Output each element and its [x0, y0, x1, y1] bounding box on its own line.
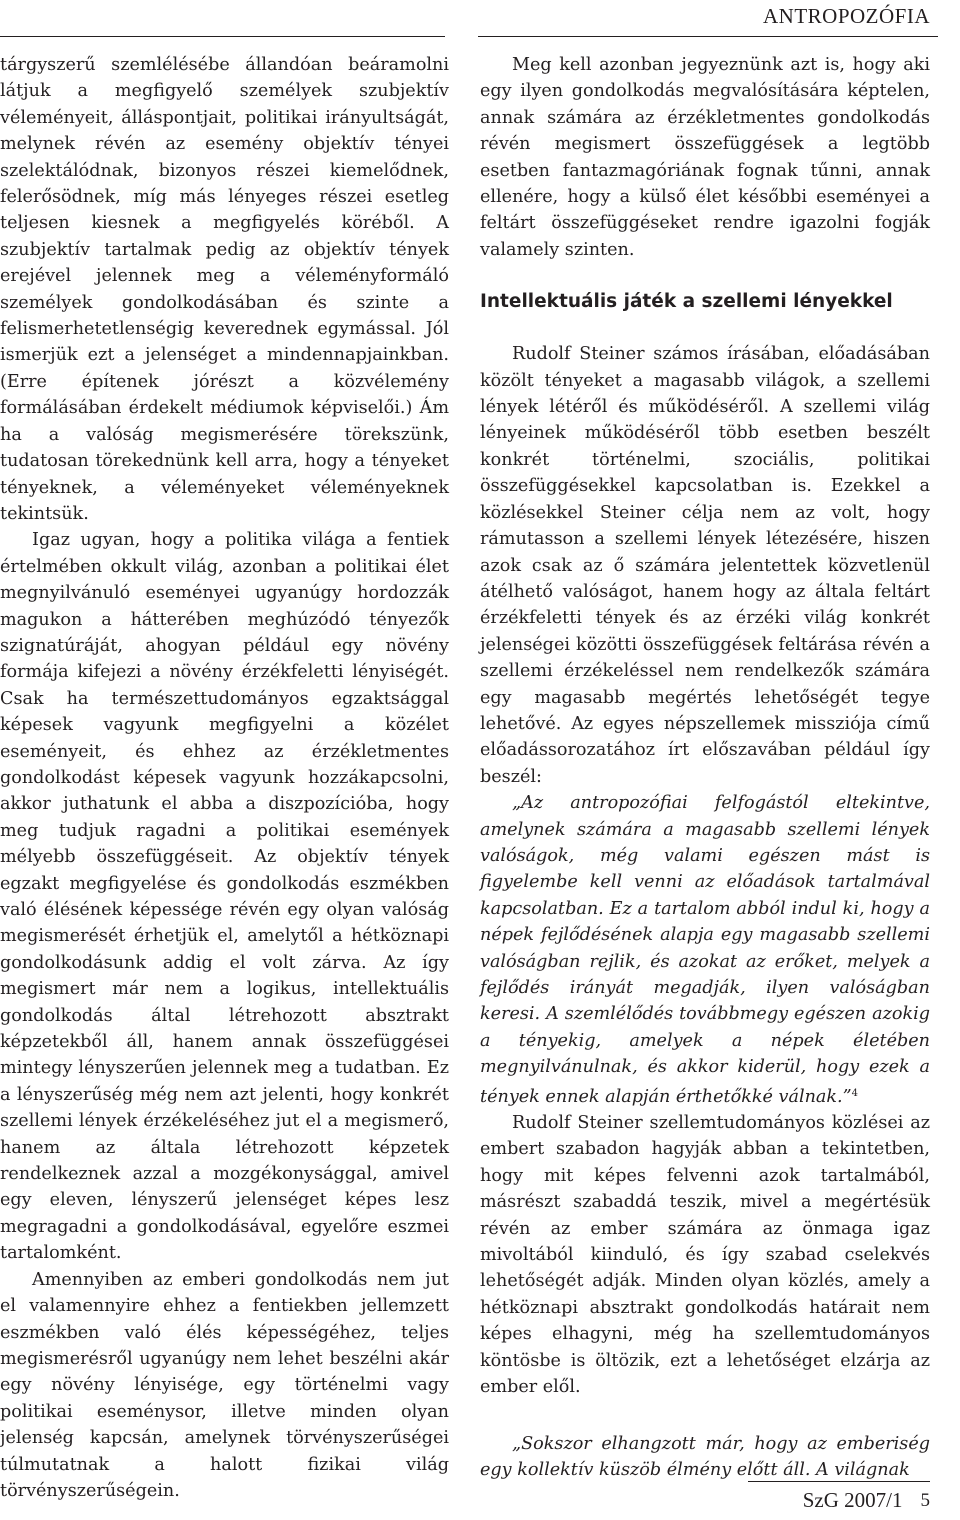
quote-steiner: [480, 790, 930, 1110]
footer-rule: [748, 1481, 930, 1482]
left-paragraph-1: tárgyszerű szemlélésébe állandóan beáramolni látjuk a megfigyelő személyek szubjektív véleményeit, álláspontjait, politikai irányultságát, melynek révén az esemény objektív tényei szelektálódnak, bizonyos részei kiemelődnek, felerősödnek, míg más lényeges részei esetleg teljesen kiesnek a megfigyelés köréből. A szubjektív tartalmak pedig az objektív tények erejével jelennek meg a véleményformáló személyek gondolkodásában és szinte a felismerhetetlenségig keverednek egymással. Jól ismerjük ezt a jelenséget a mindennapjainkban. (Erre építenek jórészt a közvélemény formálásában érdekelt médiumok képviselői.) Ám ha a valóság megismerésére törekszünk, tudatosan törekednünk kell arra, hogy a tényeket tényeknek, a véleményeket véleményeknek tekintsük.: [0, 55, 449, 524]
section-header: ANTROPOZÓFIA: [762, 4, 930, 28]
spacer: [480, 1401, 930, 1431]
left-paragraph-2: Igaz ugyan, hogy a politika világa a fentiek értelmében okkult világ, azonban a politikai élet megnyilvánuló eseményei ugyanúgy hordozzák magukon a hátterében meghúzódó tényezők szignatúráját, ahogyan például egy növény formája kifejezi a növény érzékfeletti lényiségét. Csak ha természettudományos egzaktsággal képesek vagyunk megfigyelni a közélet eseményeit, és ehhez az érzékletmentes gondolkodást képesek vagyunk hozzákapcsolni, akkor juthatunk el abba a diszpozícióba, hogy meg tudjuk ragadni a politikai események mélyebb összefüggéseit. Az objektív tények egzakt megfigyelése és gondolkodás eszmékben való élésének képessége révén egy olyan valóság megismerését érhetjük el, amelytől a hétköznapi gondolkodásunk addig el volt zárva. Az így megismert már nem a logikus, intellektuális gondolkodás által létrehozott absztrakt képzetekből áll, hanem annak összefüggései mintegy lényszerűen jelennek meg a tudatban. Ez a lényszerűség még nem azt jelenti, hogy konkrét szellemi lények érzékeléséhez jut el a megismerő, hanem az általa létrehozott képzetek rendelkeznek azzal a mozgékonysággal, amivel egy eleven, lényszerű jelenséget képes lesz megragadni a gondolkodásával, egyelőre eszmei tartalomként.: [0, 530, 449, 1264]
right-paragraph-3: Rudolf Steiner szellemtudományos közlései az embert szabadon hagyják abban a tekintetben, hogy mit képes felvenni azok tartalmából, másrészt szabaddá teszik, mivel a megértésük révén az ember számára az önmaga igaz mivoltából kiinduló, és így szabad cselekvés lehetőségét adják. Minden olyan közlés, amely a hétköznapi absztrakt gondolkodás határait nem képes elhagyni, még ha szellemtudományos köntösbe is öltözik, ezt a lehetőséget elzárja az ember elől.: [480, 1113, 930, 1398]
header-rule-right: [478, 36, 938, 37]
spacer: [480, 315, 930, 341]
left-column: [0, 52, 449, 1504]
right-paragraph-1: Meg kell azonban jegyeznünk azt is, hogy aki egy ilyen gondolkodás megvalósítására képtelen, annak számára az érzékletmentes gondolkodás révén megismert összefüggések a legtöbb esetben fantazmagóriának fognak tűnni, annak ellenére, hogy a külső élet későbbi eseményei a feltárt összefüggéseket rendre igazolni fogják valamely szinten.: [480, 55, 930, 260]
right-paragraph-2: Rudolf Steiner számos írásában, előadásában közölt tényeket a magasabb világok, a szellemi lények létéről és működéséről. A szellemi világ lényeinek működéséről több esetben beszélt konkrét történelmi, szociális, politikai összefüggésekkel kapcsolatban is. Ezekkel a közlésekkel Steiner célja nem az volt, hogy rámutasson a szellemi lények létezésére, hiszen azok csak az ő számára jelentettek közvetlenül átélhető valóságot, hanem hogy az általa feltárt érzékfeletti tények és az érzéki világ konkrét jelenségei közötti összefüggések feltárása révén a szellemi érzékeléssel nem rendelkezők számára egy magasabb megértés lehetőségét tegye lehetővé. Az egyes népszellemek missziója című előadássorozatához írt előszavában például így beszél:: [480, 344, 930, 787]
footnote-marker: 4: [851, 1087, 859, 1099]
right-column: [480, 52, 930, 1483]
journal-issue: SzG 2007/1: [802, 1488, 903, 1512]
section-heading: Intellektuális játék a szellemi lényekkel: [480, 291, 893, 313]
quote-continues: „Sokszor elhangzott már, hogy az emberiség egy kollektív küszöb élmény előtt áll. A világnak: [480, 1433, 930, 1480]
page-number: 5: [920, 1489, 930, 1511]
quote-text: „Az antropozófiai felfogástól eltekintve, amelynek számára a magasabb szellemi lények valóságok, még valami egészen mást is figyelembe kell venni az előadások tartalmával kapcsolatban. Ez a tartalom abból indul ki, hogy a népek fejlődésének alapja egy magasabb szellemi valóságban rejlik, és azokat az erőket, melyek a fejlődés irányát megadják, ilyen valóságban keresi. A szemlélődés továbbmegy egészen azokig a tényekig, amelyek a népek életében megnyilvánulnak, és akkor kiderül, hogy ezek a tények ennek alapján érthetőkké válnak.”: [480, 793, 930, 1107]
left-paragraph-3: Amennyiben az emberi gondolkodás nem jut el valamennyire ehhez a fentiekben jellemzett eszmékben való élés képességéhez, teljes megismerésről ugyanúgy nem lehet beszélni akár egy növény lényisége, egy történelmi vagy politikai eseménysor, illetve minden olyan jelenség kapcsán, amelynek törvényszerűségei túlmutatnak a halott fizikai világ törvényszerűségein.: [0, 1269, 449, 1501]
page-footer: [803, 1488, 930, 1513]
header-rule-left: [0, 36, 445, 37]
spacer: [480, 263, 930, 289]
